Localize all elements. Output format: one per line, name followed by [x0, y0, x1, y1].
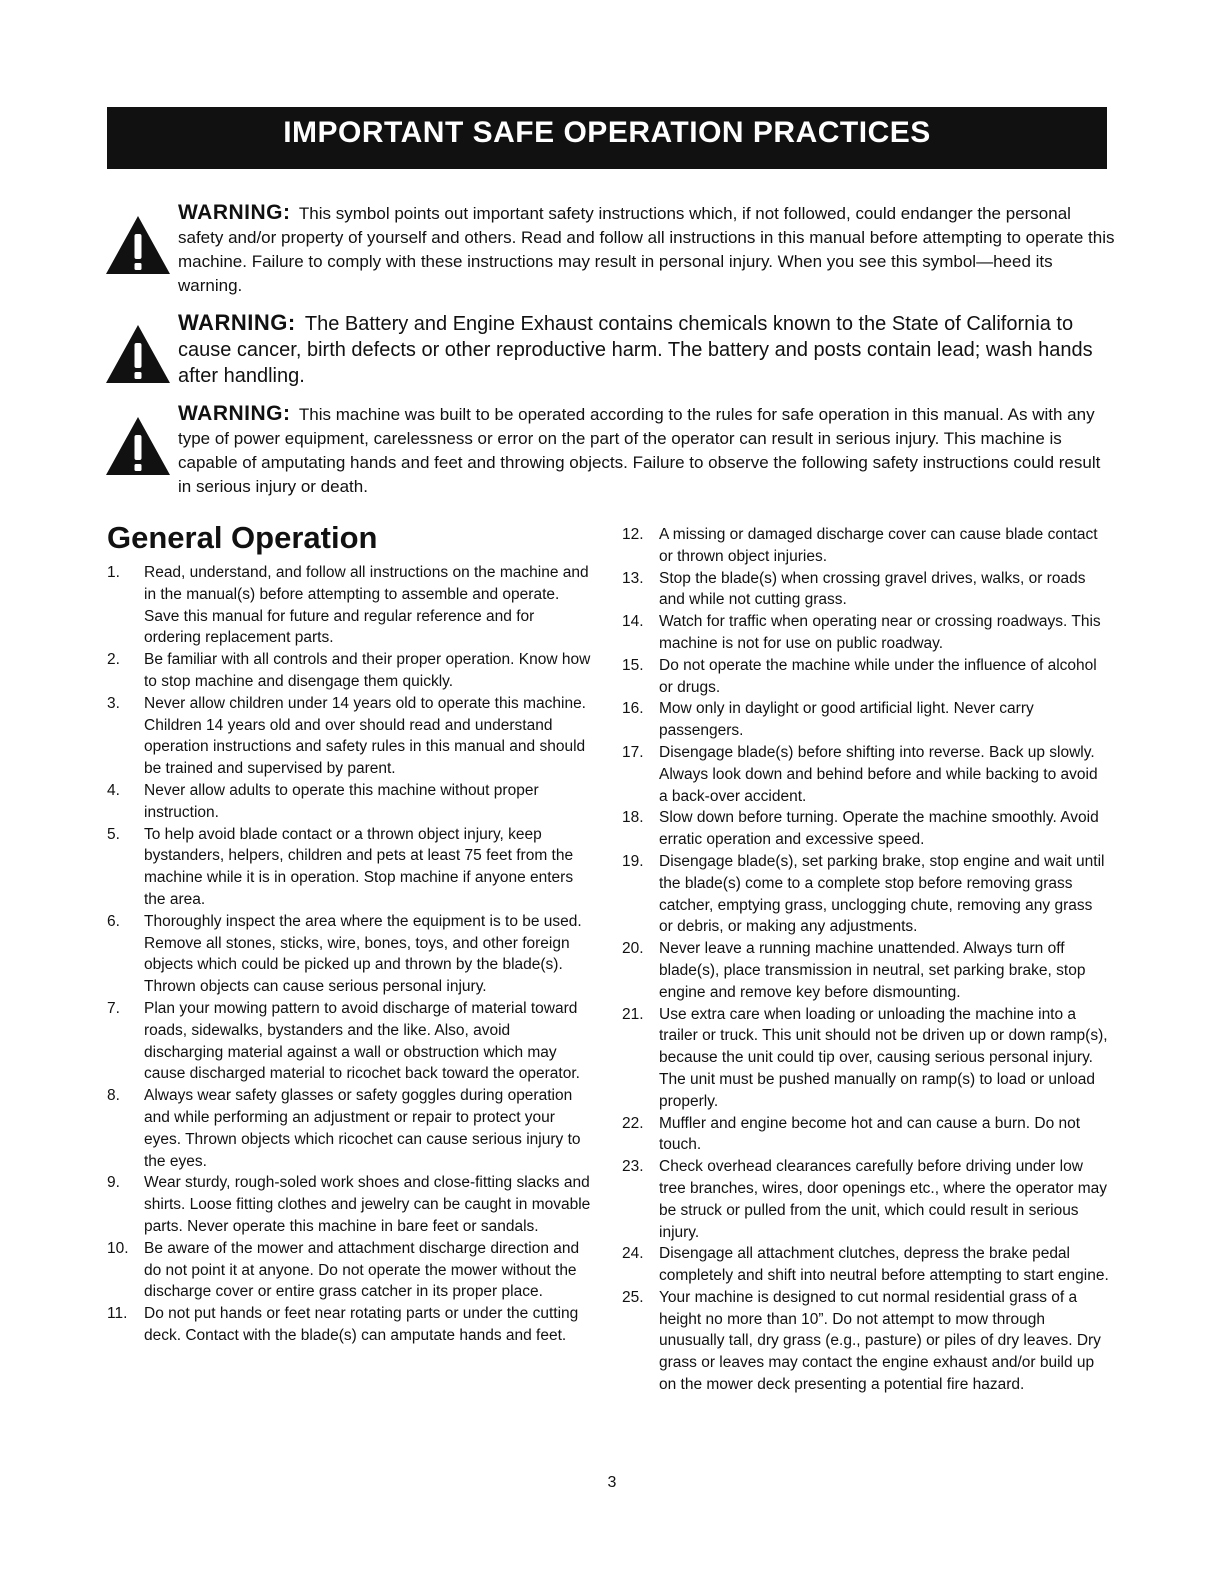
item-number: 7. [107, 999, 120, 1017]
list-item [622, 938, 1109, 1003]
warning-label: WARNING: [178, 310, 296, 335]
list-item [622, 1156, 1109, 1243]
item-number: 3. [107, 694, 120, 712]
item-text: Be familiar with all controls and their proper operation. Know how to stop machine and disengage them quickly. [144, 651, 591, 690]
list-item [622, 1004, 1109, 1113]
warning-label: WARNING: [178, 402, 291, 425]
item-text: Be aware of the mower and attachment discharge direction and do not point it at anyone. Do not operate the mower without the discharge cover or entire grass catcher in its proper place. [144, 1239, 580, 1301]
rules-list-right [622, 524, 1109, 1396]
warning-block [105, 310, 1115, 389]
warning-body [178, 201, 1115, 298]
warning-triangle-icon [105, 324, 171, 384]
section-title: General Operation [107, 520, 378, 555]
item-number: 21. [622, 1005, 644, 1023]
item-number: 16. [622, 700, 644, 718]
item-number: 23. [622, 1158, 644, 1176]
item-number: 5. [107, 825, 120, 843]
item-text: Never allow adults to operate this machine without proper instruction. [144, 781, 539, 821]
item-text: Do not operate the machine while under the influence of alcohol or drugs. [659, 656, 1097, 696]
list-item [622, 611, 1109, 655]
list-item [622, 655, 1109, 699]
list-item [107, 649, 592, 693]
item-text: Read, understand, and follow all instructions on the machine and in the manual(s) before attempting to assemble and operate. Save this manual for future and regular reference and for ordering replacement parts. [144, 564, 589, 647]
list-item [107, 824, 592, 911]
item-text: Your machine is designed to cut normal residential grass of a height no more than 10”. Do not attempt to mow through unusually tall, dry grass (e.g., pasture) or piles of dry leaves. Dry grass or leaves may contact the engine exhaust and/or build up on the mower deck presenting a potential fire hazard. [659, 1288, 1101, 1394]
item-text: A missing or damaged discharge cover can cause blade contact or thrown object injuries. [659, 526, 1098, 565]
item-number: 1. [107, 564, 120, 581]
item-text: Mow only in daylight or good artificial light. Never carry passengers. [659, 700, 1034, 740]
item-number: 8. [107, 1087, 120, 1105]
list-item [622, 1243, 1109, 1287]
page-number: 3 [607, 1474, 617, 1491]
item-number: 19. [622, 852, 644, 870]
item-text: To help avoid blade contact or a thrown object injury, keep bystanders, helpers, children and pets at least 75 feet from the machine while it is in operation. Stop machine if anyone enters the area. [144, 825, 574, 908]
item-text: Disengage blade(s) before shifting into reverse. Back up slowly. Always look down and behind before and while backing to avoid a back-over accident. [659, 743, 1098, 805]
list-item [107, 998, 592, 1085]
list-item [622, 742, 1109, 807]
item-number: 17. [622, 743, 644, 761]
warning-text: This symbol points out important safety instructions which, if not followed, could endanger the personal safety and/or property of yourself and others. Read and follow all instructions in this manual before attempting to operate this machine. Failure to comply with these instructions may result in personal injury. When you see this symbol—heed its warning. [178, 204, 1115, 295]
item-text: Use extra care when loading or unloading the machine into a trailer or truck. This unit should not be driven up or down ramp(s), because the unit could tip over, causing serious personal injury. The unit must be pushed manually on ramp(s) to load or unload properly. [659, 1005, 1108, 1110]
item-text: Wear sturdy, rough-soled work shoes and close-fitting slacks and shirts. Loose fitting clothes and jewelry can be caught in movable parts. Never operate this machine in bare feet or sandals. [144, 1174, 591, 1235]
item-text: Disengage blade(s), set parking brake, stop engine and wait until the blade(s) come to a complete stop before removing grass catcher, emptying grass, unclogging chute, removing any grass or debris, or making any adjustments. [659, 852, 1105, 936]
item-text: Check overhead clearances carefully before driving under low tree branches, wires, door openings etc., where the operator may be struck or pulled from the unit, which could result in serious injury. [659, 1158, 1108, 1241]
warning-label: WARNING: [178, 201, 291, 224]
item-text: Stop the blade(s) when crossing gravel drives, walks, or roads and while not cutting grass. [659, 569, 1086, 609]
list-item [622, 524, 1109, 568]
list-item [622, 568, 1109, 612]
item-text: Muffler and engine become hot and can cause a burn. Do not touch. [659, 1114, 1081, 1154]
item-text: Slow down before turning. Operate the machine smoothly. Avoid erratic operation and excessive speed. [659, 809, 1099, 849]
item-number: 4. [107, 781, 120, 799]
item-number: 20. [622, 940, 644, 958]
item-number: 2. [107, 651, 120, 669]
item-text: Disengage all attachment clutches, depress the brake pedal completely and shift into neutral before attempting to start engine. [659, 1245, 1109, 1285]
warning-block [105, 402, 1115, 499]
rules-list-left [107, 562, 592, 1347]
item-text: Plan your mowing pattern to avoid discharge of material toward roads, sidewalks, bystanders and the like. Also, avoid discharging material against a wall or obstruction which may cause discharged material to ricochet back toward the operator. [144, 999, 580, 1083]
item-text: Never allow children under 14 years old to operate this machine. Children 14 years old and over should read and understand operation instructions and safety rules in this manual and should be trained and supervised by parent. [144, 694, 586, 778]
item-number: 18. [622, 809, 644, 827]
list-item [107, 562, 592, 649]
list-item [107, 1238, 592, 1303]
warning-body [178, 310, 1115, 389]
item-text: Always wear safety glasses or safety goggles during operation and while performing an adjustment or repair to protect your eyes. Thrown objects which ricochet can cause serious injury to the eyes. [144, 1087, 581, 1170]
item-number: 25. [622, 1288, 644, 1306]
item-number: 22. [622, 1114, 644, 1132]
list-item [622, 851, 1109, 938]
item-text: Do not put hands or feet near rotating parts or under the cutting deck. Contact with the blade(s) can amputate hands and feet. [144, 1305, 579, 1344]
item-number: 12. [622, 526, 644, 543]
warning-text: The Battery and Engine Exhaust contains chemicals known to the State of California to cause cancer, birth defects or other reproductive harm. The battery and posts contain lead; wash hands after handling. [178, 313, 1093, 387]
list-item [107, 1303, 592, 1347]
list-item [622, 807, 1109, 851]
list-item [107, 911, 592, 998]
item-number: 13. [622, 569, 644, 587]
list-item [622, 1287, 1109, 1396]
list-item [107, 1085, 592, 1172]
warning-block [105, 201, 1115, 298]
item-number: 9. [107, 1174, 120, 1192]
list-item [622, 1113, 1109, 1157]
item-number: 11. [107, 1305, 128, 1323]
item-number: 24. [622, 1245, 644, 1263]
item-number: 15. [622, 656, 644, 674]
page-banner [107, 107, 1107, 169]
warning-triangle-icon [105, 416, 171, 476]
item-text: Watch for traffic when operating near or crossing roadways. This machine is not for use on public roadway. [659, 613, 1101, 652]
banner-title: IMPORTANT SAFE OPERATION PRACTICES [283, 116, 931, 149]
warning-body [178, 402, 1115, 499]
warning-text: This machine was built to be operated according to the rules for safe operation in this manual. As with any type of power equipment, carelessness or error on the part of the operator can result in serious injury. This machine is capable of amputating hands and feet and throwing objects. Failure to observe the following safety instructions could result in serious injury or death. [178, 405, 1101, 496]
list-item [107, 780, 592, 824]
item-text: Thoroughly inspect the area where the equipment is to be used. Remove all stones, sticks, wire, bones, toys, and other foreign objects which could be picked up and thrown by the blade(s). Thrown objects can cause serious personal injury. [144, 912, 582, 996]
item-number: 10. [107, 1239, 129, 1257]
warning-triangle-icon [105, 215, 171, 275]
list-item [107, 693, 592, 780]
item-text: Never leave a running machine unattended. Always turn off blade(s), place transmission in neutral, set parking brake, stop engine and remove key before dismounting. [659, 940, 1086, 1001]
item-number: 14. [622, 613, 644, 631]
item-number: 6. [107, 912, 120, 930]
list-item [107, 1172, 592, 1237]
list-item [622, 698, 1109, 742]
